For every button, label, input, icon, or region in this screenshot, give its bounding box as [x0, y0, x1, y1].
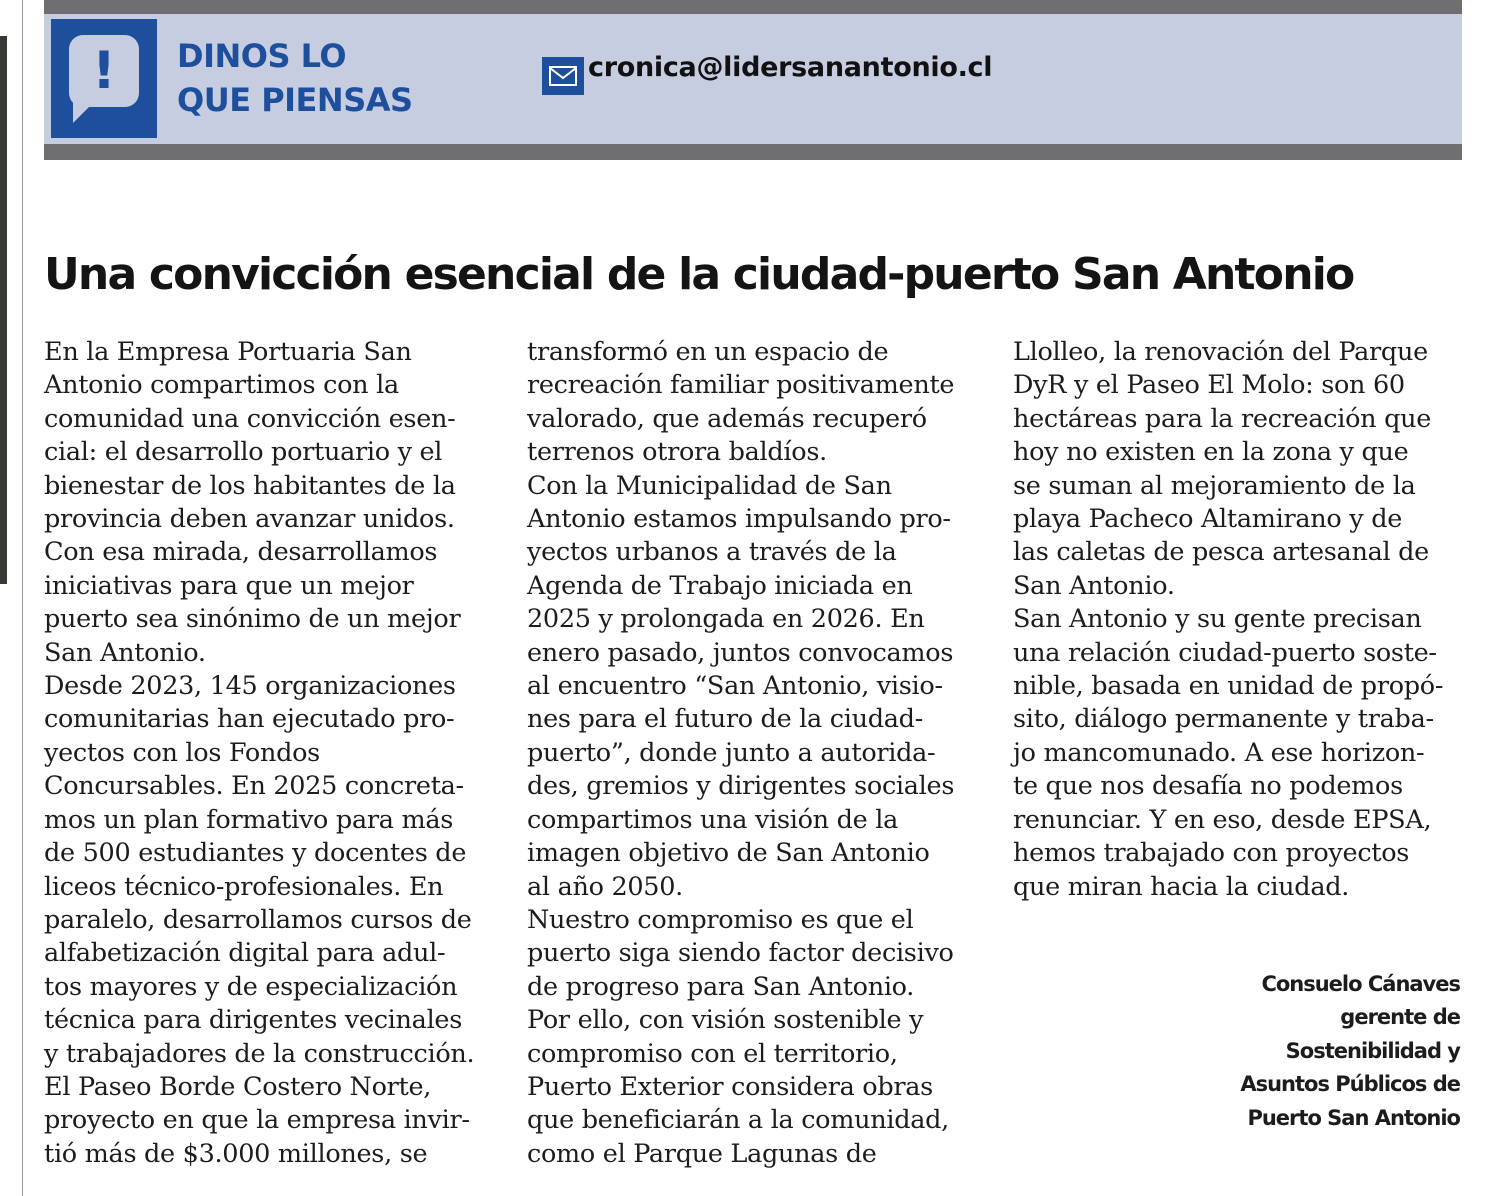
text-line: yectos con los Fondos	[44, 737, 320, 768]
text-line: proyecto en que la empresa invir-	[44, 1105, 470, 1136]
text-line: paralelo, desarrollamos cursos de	[44, 904, 472, 935]
text-line: En la Empresa Portuaria San	[44, 337, 412, 367]
article-headline: Una convicción esencial de la ciudad-puerto San Antonio	[44, 249, 1354, 300]
text-line: recreación familiar positivamente	[527, 370, 955, 401]
text-line: iniciativas para que un mejor	[44, 570, 414, 601]
text-line: Desde 2023, 145 organizaciones	[44, 671, 456, 702]
author-title-line: Asuntos Públicos de	[1240, 1072, 1460, 1097]
text-line: Puerto Exterior considera obras	[527, 1071, 933, 1102]
text-line: San Antonio y su gente precisan	[1013, 604, 1422, 635]
envelope-icon	[542, 57, 584, 95]
author-title-line: Sostenibilidad y	[1285, 1038, 1460, 1063]
exclamation-speech-bubble-icon	[51, 19, 157, 138]
speech-bubble-tail	[73, 101, 95, 123]
text-line: hemos trabajado con proyectos	[1013, 838, 1410, 869]
text-line: nible, basada en unidad de propó-	[1013, 671, 1444, 702]
text-line: Concursables. En 2025 concreta-	[44, 771, 464, 802]
banner-bottom-rule	[44, 144, 1462, 160]
contact-email-link[interactable]: cronica@lidersanantonio.cl	[588, 52, 993, 83]
author-title-line: Puerto San Antonio	[1247, 1105, 1460, 1130]
text-line: terrenos otrora baldíos.	[527, 437, 827, 468]
text-line: compromiso con el territorio,	[527, 1038, 898, 1069]
text-line: tos mayores y de especialización	[44, 971, 458, 1002]
banner-title-line: QUE PIENSAS	[177, 81, 413, 119]
text-line: liceos técnico-profesionales. En	[44, 871, 444, 902]
text-line: nes para el futuro de la ciudad-	[527, 704, 923, 735]
text-line: compartimos una visión de la	[527, 804, 898, 835]
article-column-3	[1013, 336, 1483, 904]
author-title-line: gerente de	[1340, 1005, 1460, 1030]
text-line: hectáreas para la recreación que	[1013, 403, 1432, 434]
text-line: jo mancomunado. A ese horizon-	[1013, 737, 1425, 768]
banner-top-rule	[44, 0, 1462, 14]
exclamation-mark-glyph: !	[92, 41, 116, 101]
text-line: Antonio estamos impulsando pro-	[527, 504, 951, 535]
text-line: alfabetización digital para adul-	[44, 938, 446, 969]
text-line: valorado, que además recuperó	[527, 403, 927, 434]
text-line: transformó en un espacio de	[527, 337, 889, 367]
text-line: sito, diálogo permanente y traba-	[1013, 704, 1434, 735]
text-line: imagen objetivo de San Antonio	[527, 838, 930, 869]
text-line: se suman al mejoramiento de la	[1013, 470, 1416, 501]
text-line: Con esa mirada, desarrollamos	[44, 537, 438, 568]
text-line: hoy no existen en la zona y que	[1013, 437, 1409, 468]
text-line: y trabajadores de la construcción.	[44, 1038, 475, 1069]
text-line: comunidad una convicción esen-	[44, 403, 456, 434]
author-name: Consuelo Cánaves	[1261, 972, 1460, 996]
text-line: al encuentro “San Antonio, visio-	[527, 671, 943, 702]
article-column-2	[527, 336, 997, 1171]
text-line: provincia deben avanzar unidos.	[44, 504, 455, 535]
banner-title	[177, 34, 477, 122]
text-line: Por ello, con visión sostenible y	[527, 1005, 924, 1036]
text-line: des, gremios y dirigentes sociales	[527, 771, 955, 802]
text-line: te que nos desafía no podemos	[1013, 771, 1403, 802]
text-line: una relación ciudad-puerto soste-	[1013, 637, 1437, 668]
text-line: de 500 estudiantes y docentes de	[44, 838, 467, 869]
text-line: que beneficiarán a la comunidad,	[527, 1105, 949, 1136]
text-line: cial: el desarrollo portuario y el	[44, 437, 443, 468]
text-line: Llolleo, la renovación del Parque	[1013, 337, 1428, 367]
text-line: Nuestro compromiso es que el	[527, 904, 914, 935]
text-line: yectos urbanos a través de la	[527, 537, 897, 568]
text-line: renunciar. Y en eso, desde EPSA,	[1013, 804, 1432, 835]
text-line: comunitarias han ejecutado pro-	[44, 704, 455, 735]
text-line: 2025 y prolongada en 2026. En	[527, 604, 925, 635]
text-line: Antonio compartimos con la	[44, 370, 399, 401]
text-line: mos un plan formativo para más	[44, 804, 454, 835]
text-line: puerto siga siendo factor decisivo	[527, 938, 954, 969]
text-line: como el Parque Lagunas de	[527, 1138, 877, 1169]
text-line: enero pasado, juntos convocamos	[527, 637, 954, 668]
column-rule	[22, 0, 23, 1196]
text-line: San Antonio.	[44, 637, 206, 668]
author-signature	[1160, 968, 1460, 1135]
text-line: al año 2050.	[527, 871, 683, 902]
text-line: técnica para dirigentes vecinales	[44, 1005, 462, 1036]
text-line: Con la Municipalidad de San	[527, 470, 892, 501]
text-line: El Paseo Borde Costero Norte,	[44, 1071, 432, 1102]
text-line: playa Pacheco Altamirano y de	[1013, 504, 1403, 535]
text-line: puerto”, donde junto a autorida-	[527, 737, 936, 768]
banner-title-line: DINOS LO	[177, 37, 347, 75]
adjacent-page-strip	[0, 36, 7, 584]
article-column-1	[44, 336, 514, 1171]
text-line: San Antonio.	[1013, 570, 1175, 601]
text-line: DyR y el Paseo El Molo: son 60	[1013, 370, 1405, 401]
text-line: las caletas de pesca artesanal de	[1013, 537, 1429, 568]
text-line: bienestar de los habitantes de la	[44, 470, 456, 501]
text-line: que miran hacia la ciudad.	[1013, 871, 1350, 902]
text-line: puerto sea sinónimo de un mejor	[44, 604, 461, 635]
text-line: Agenda de Trabajo iniciada en	[527, 570, 913, 601]
text-line: tió más de $3.000 millones, se	[44, 1138, 428, 1169]
text-line: de progreso para San Antonio.	[527, 971, 915, 1002]
